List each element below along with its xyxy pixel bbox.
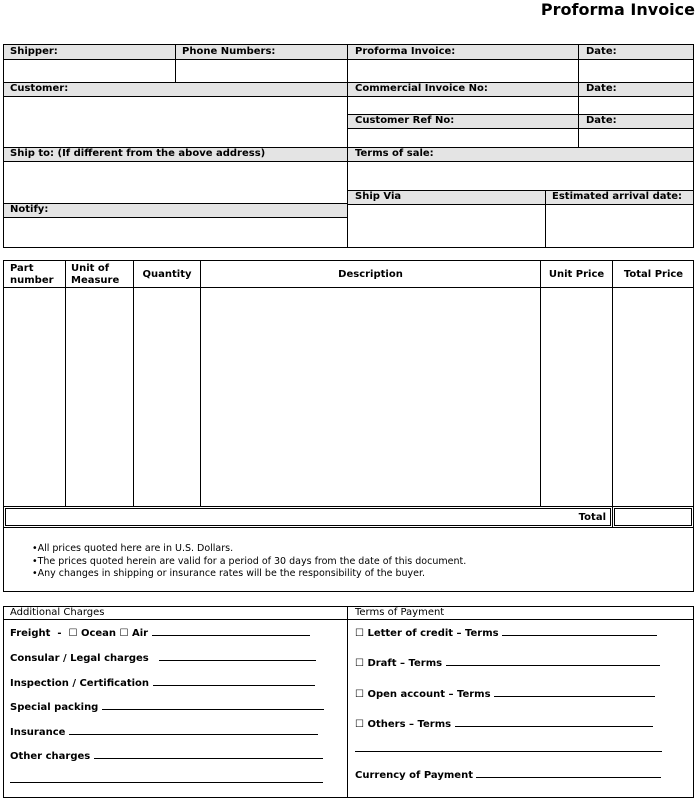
other-charges-field[interactable]: Other charges xyxy=(10,749,323,763)
letter-of-credit-field[interactable]: ☐ Letter of credit – Terms xyxy=(355,626,657,640)
total-label: Total xyxy=(578,512,606,523)
consular-field[interactable]: Consular / Legal charges xyxy=(10,651,316,665)
page-title: Proforma Invoice xyxy=(540,0,695,19)
note-1: •All prices quoted here are in U.S. Dollars. xyxy=(32,543,234,554)
draft-field[interactable]: ☐ Draft – Terms xyxy=(355,656,660,670)
special-packing-field[interactable]: Special packing xyxy=(10,700,324,714)
notes-list xyxy=(32,543,466,581)
freight-field[interactable]: Freight - ☐ Ocean ☐ Air xyxy=(10,626,310,640)
date-label-3: Date: xyxy=(586,115,617,126)
note-2: •The prices quoted herein are valid for a period of 30 days from the date of this document. xyxy=(32,555,467,567)
proforma-invoice-label: Proforma Invoice: xyxy=(355,46,456,57)
shipper-label: Shipper: xyxy=(10,46,58,57)
draft-checkbox[interactable]: ☐ xyxy=(355,658,364,669)
terms-of-sale-label: Terms of sale: xyxy=(355,148,434,159)
col-part-number: Part number xyxy=(10,263,54,286)
col-quantity: Quantity xyxy=(142,269,192,280)
insurance-field[interactable]: Insurance xyxy=(10,725,318,739)
currency-field[interactable]: Currency of Payment xyxy=(355,768,661,782)
items-table xyxy=(3,260,694,528)
others-second-line[interactable] xyxy=(355,751,662,752)
additional-charges-heading: Additional Charges xyxy=(10,607,105,618)
extra-blank-line[interactable] xyxy=(10,782,323,783)
date-label-2: Date: xyxy=(586,83,617,94)
col-description: Description xyxy=(338,269,403,280)
customer-label: Customer: xyxy=(10,83,69,94)
open-account-checkbox[interactable]: ☐ xyxy=(355,689,364,700)
col-unit-price: Unit Price xyxy=(548,269,605,280)
inspection-field[interactable]: Inspection / Certification xyxy=(10,676,315,690)
estimated-arrival-label: Estimated arrival date: xyxy=(552,191,683,202)
phone-numbers-label: Phone Numbers: xyxy=(182,46,276,57)
commercial-invoice-label: Commercial Invoice No: xyxy=(355,83,488,94)
open-account-field[interactable]: ☐ Open account – Terms xyxy=(355,687,655,701)
notify-label: Notify: xyxy=(10,204,49,215)
col-total-price: Total Price xyxy=(623,269,684,280)
note-3: •Any changes in shipping or insurance rates will be the responsibility of the buyer. xyxy=(32,568,426,579)
letter-of-credit-checkbox[interactable]: ☐ xyxy=(355,628,364,639)
ship-via-label: Ship Via xyxy=(355,191,402,202)
terms-of-payment-heading: Terms of Payment xyxy=(355,607,445,618)
col-unit-of-measure: Unit of Measure xyxy=(71,263,120,286)
ship-to-label: Ship to: (If different from the above address) xyxy=(10,148,266,159)
ocean-checkbox[interactable]: ☐ xyxy=(68,628,78,639)
date-label-1: Date: xyxy=(586,46,617,57)
others-field[interactable]: ☐ Others – Terms xyxy=(355,717,653,731)
others-checkbox[interactable]: ☐ xyxy=(355,719,364,730)
air-checkbox[interactable]: ☐ xyxy=(119,628,129,639)
customer-ref-label: Customer Ref No: xyxy=(355,115,455,126)
